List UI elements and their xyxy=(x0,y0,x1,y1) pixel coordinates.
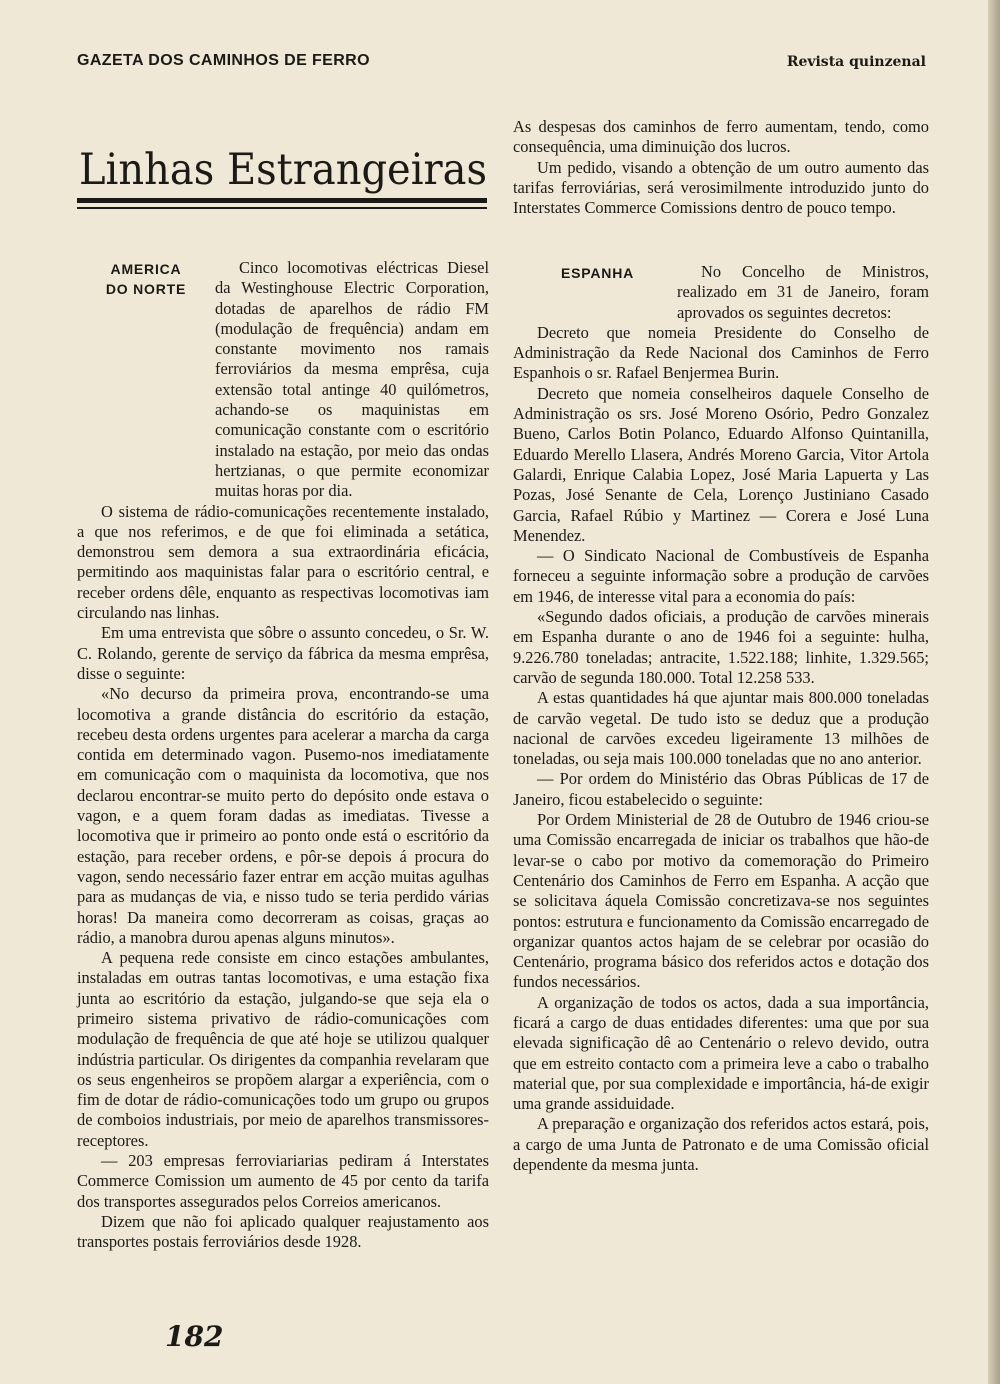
column-america xyxy=(77,258,489,1253)
title-rules xyxy=(77,198,487,212)
region-heading-america xyxy=(77,258,215,299)
paragraph: Por Ordem Ministerial de 28 de Outubro de 1946 criou-se uma Comissão encarregada de iniciar os trabalhos que hão-de levar-se o cabo por motivo da comemoração do Primeiro Centenário dos Caminhos de Ferro em Espanha. A acção que se solicitava áquela Comissão concretizava-se nos seguintes pontos: estrutura e funcionamento da Comissão encarregado de organizar quantos actos hajam de se celebrar por ocasião do Centenário, programa básico dos referidos actos e dotação dos fundos necessários. xyxy=(513,810,929,992)
paragraph: A preparação e organização dos referidos actos estará, pois, a cargo de uma Junta de Patronato e de uma Comissão oficial dependente da mesma junta. xyxy=(513,1114,929,1175)
paragraph: — 203 empresas ferroviariarias pediram á Interstates Commerce Comission um aumento de 45 por cento da tarifa dos transportes assegurados pelos Correios americanos. xyxy=(77,1151,489,1211)
paragraph: — O Sindicato Nacional de Combustíveis de Espanha forneceu a seguinte informação sobre a produção de carvões em 1946, de interesse vital para a economia do país: xyxy=(513,546,929,606)
paragraph: Dizem que não foi aplicado qualquer reajustamento aos transportes postais ferroviários desde 1928. xyxy=(77,1211,489,1252)
region-heading-line-2: DO NORTE xyxy=(105,281,187,297)
page-edge xyxy=(988,0,1000,1384)
paragraph: A pequena rede consiste em cinco estações ambulantes, instaladas em outras tantas locomotivas, e uma estação fixa junta ao escritório da estação, julgando-se que seja ela o primeiro sistema privativo de rádio-comunicações com modulação de frequência de que até hoje se utilizou qualquer indústria particular. Os dirigentes da companhia revelaram que os seus engenheiros se propõem alargar a experiência, com o fim de dotar de rádio-comunicações todo um grupo ou grupos de comboios industriais, por meio de aparelhos transmissores-receptores. xyxy=(77,948,489,1150)
lead-block-america xyxy=(77,258,489,502)
region-heading-espanha: ESPANHA xyxy=(561,265,635,281)
region-heading-line-1: AMERICA xyxy=(110,261,182,277)
paragraph: A estas quantidades há que ajuntar mais 800.000 toneladas de carvão vegetal. De tudo isto se deduz que a produção nacional de carvões excedeu ligeiramente 13 milhões de toneladas, ou seja mais 100.000 toneladas que no ano anterior. xyxy=(513,688,929,769)
running-head-frequency: Revista quinzenal xyxy=(786,54,926,70)
section-title xyxy=(77,108,489,198)
paragraph: Um pedido, visando a obtenção de um outro aumento das tarifas ferroviárias, será verosimilmente introduzido junto do Interstates Commerce Comissions dentro de pouco tempo. xyxy=(513,157,929,218)
running-head-publication: GAZETA DOS CAMINHOS DE FERRO xyxy=(77,52,370,69)
paragraph: As despesas dos caminhos de ferro aumentam, tendo, como consequência, uma diminuição dos lucros. xyxy=(513,117,929,157)
title-rule-thin xyxy=(77,207,487,209)
paragraph: Decreto que nomeia conselheiros daquele Conselho de Administração os srs. José Moreno Osório, Pedro Gonzalez Bueno, Carlos Botin Polanco, Eduardo Alfonso Quintanilla, Eduardo Merello Llasera, Andrés Moreno Garcia, Vitor Artola Galardi, Enrique Calabia Lopez, José Maria Lapuerta y Las Pozas, José Senante de Cela, Lorenço Justiniano Casado Garcia, Rafael Rúbio y Martinez — Corera e José Luna Menendez. xyxy=(513,383,929,545)
lead-block-espanha xyxy=(513,262,929,323)
paragraph: «No decurso da primeira prova, encontrando-se uma locomotiva a grande distância do escritório da estação, recebeu desta ordens urgentes para acelerar a marcha da carga contida em determinado vagon. Pusemo-nos imediatamente em comunicação com o maquinista da locomotiva, que nos declarou encontrar-se muito perto do depósito onde estava o vagon, e a quem foram dadas as imediatas. Tivesse a locomotiva que ir primeiro ao ponto onde está o escritório da estação, para receber ordens, e pôr-se depois á procura do vagon, sendo necessário fazer entrar em acção muitas agulhas para as mudanças de via, e nisso tudo se teria perdido várias horas! Da maneira como decorreram as coisas, graças ao rádio, a manobra durou apenas alguns minutos». xyxy=(77,684,489,947)
paragraph: Decreto que nomeia Presidente do Conselho de Administração da Rede Nacional dos Caminhos de Ferro Espanhois o sr. Rafael Benjermea Burin. xyxy=(513,322,929,383)
page-number: 182 xyxy=(165,1320,224,1353)
lead-paragraph-america: Cinco locomotivas eléctricas Diesel da Westinghouse Electric Corporation, dotadas de aparelhos de rádio FM (modulação de frequência) andam em constante movimento nos ramais ferroviários da mesma emprêsa, cuja extensão total antinge 40 quilómetros, achando-se os maquinistas em comunicação constante com o escritório instalado na estação, por meio das ondas hertzianas, o que permite economizar muitas horas por dia. xyxy=(215,258,489,501)
paragraph: «Segundo dados oficiais, a produção de carvões minerais em Espanha durante o ano de 1946 foi a seguinte: hulha, 9.226.780 toneladas; antracite, 1.522.188; linhite, 1.329.565; carvão de segunda 180.000. Total 12.258 533. xyxy=(513,607,929,687)
paragraph: O sistema de rádio-comunicações recentemente instalado, a que nos referimos, e de que foi eliminada a setática, demonstrou sem demora a sua extraordinária eficácia, permitindo aos maquinistas falar para o escritório central, e receber ordens dêle, enquanto as respectivas locomotivas iam circulando nas linhas. xyxy=(77,501,489,623)
lead-paragraph-espanha: No Concelho de Ministros, realizado em 31 de Janeiro, foram aprovados os seguintes decretos: xyxy=(677,262,929,322)
paragraph: — Por ordem do Ministério das Obras Públicas de 17 de Janeiro, ficou estabelecido o seguinte: xyxy=(513,769,929,809)
section-title-text: Linhas Estrangeiras xyxy=(79,145,487,195)
title-rule-thick xyxy=(77,198,487,203)
paragraph: A organização de todos os actos, dada a sua importância, ficará a cargo de duas entidades diferentes: uma que por sua elevada significação dê ao Centenário o relevo devido, outra que em estreito contacto com a primeira leve a cabo o trabalho material que, por sua complexidade e importância, há-de exigir uma grande assiduidade. xyxy=(513,992,929,1114)
column-america-continued xyxy=(513,117,929,218)
column-espanha xyxy=(513,262,929,1175)
paragraph: Em uma entrevista que sôbre o assunto concedeu, o Sr. W. C. Rolando, gerente de serviço da fábrica da mesma emprêsa, disse o seguinte: xyxy=(77,623,489,683)
